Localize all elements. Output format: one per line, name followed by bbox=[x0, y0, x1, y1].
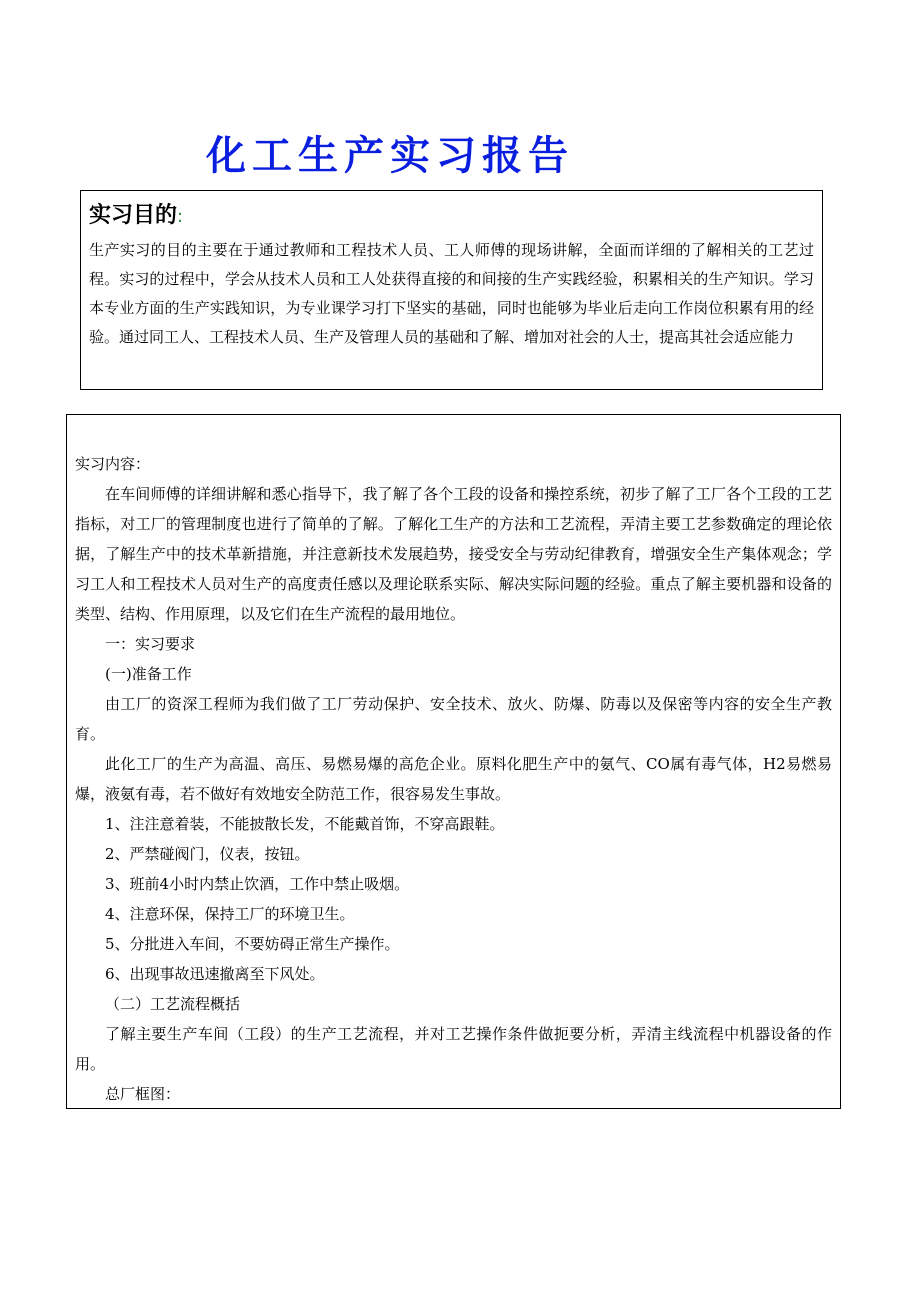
content-paragraph-process: 了解主要生产车间（工段）的生产工艺流程，并对工艺操作条件做扼要分析，弄清主线流程中机器设备的作用。 bbox=[75, 1025, 832, 1073]
content-paragraph-hazards: 此化工厂的生产为高温、高压、易燃易爆的高危企业。原料化肥生产中的氨气、CO属有毒气体，H2易燃易爆，液氨有毒，若不做好有效地安全防范工作，很容易发生事故。 bbox=[75, 755, 832, 803]
rule-item-2: 2、严禁碰阀门，仪表，按钮。 bbox=[105, 845, 310, 863]
rule-item-1: 1、注注意着装，不能披散长发，不能戴首饰，不穿高跟鞋。 bbox=[105, 815, 505, 833]
rule-item-5: 5、分批进入车间，不要妨碍正常生产操作。 bbox=[105, 935, 400, 953]
content-paragraph-intro: 在车间师傅的详细讲解和悉心指导下，我了解了各个工段的设备和操控系统，初步了解了工厂各个工段的工艺指标，对工厂的管理制度也进行了简单的了解。了解化工生产的方法和工艺流程，弄清主要工艺参数确定的理论依据，了解生产中的技术革新措施，并注意新技术发展趋势，接受安全与劳动纪律教育，增强安全生产集体观念；学习工人和工程技术人员对生产的高度责任感以及理论联系实际、解决实际问题的经验。重点了解主要机器和设备的类型、结构、作用原理，以及它们在生产流程的最用地位。 bbox=[75, 485, 832, 623]
section-heading-requirements: 一：实习要求 bbox=[105, 635, 196, 653]
content-paragraph-plant-diagram-label: 总厂框图： bbox=[105, 1085, 181, 1103]
purpose-heading-text: 实习目的 bbox=[89, 203, 178, 228]
purpose-text: 生产实习的目的主要在于通过教师和工程技术人员、工人师傅的现场讲解，全面而详细的了解相关的工艺过程。实习的过程中，学会从技术人员和工人处获得直接的和间接的生产实践经验，积累相关的生产知识。学习本专业方面的生产实践知识，为专业课学习打下坚实的基础，同时也能够为毕业后走向工作岗位积累有用的经验。通过同工人、工程技术人员、生产及管理人员的基础和了解、增加对社会的人士，提高其社会适应能力 bbox=[89, 241, 814, 346]
subsection-heading-process-overview: （二）工艺流程概括 bbox=[105, 995, 241, 1013]
subsection-heading-preparation: (一)准备工作 bbox=[105, 665, 192, 683]
rule-item-6: 6、出现事故迅速撤离至下风处。 bbox=[105, 965, 325, 983]
content-paragraph-safety-education: 由工厂的资深工程师为我们做了工厂劳动保护、安全技术、放火、防爆、防毒以及保密等内容的安全生产教育。 bbox=[75, 695, 832, 743]
content-label: 实习内容： bbox=[75, 455, 151, 473]
purpose-section bbox=[80, 190, 823, 390]
purpose-heading bbox=[89, 199, 814, 234]
purpose-heading-colon: : bbox=[177, 206, 184, 227]
rule-item-3: 3、班前4小时内禁止饮酒，工作中禁止吸烟。 bbox=[105, 875, 410, 893]
rule-item-4: 4、注意环保，保持工厂的环境卫生。 bbox=[105, 905, 355, 923]
document-title: 化工生产实习报告 bbox=[206, 133, 574, 179]
content-section bbox=[66, 414, 841, 1109]
